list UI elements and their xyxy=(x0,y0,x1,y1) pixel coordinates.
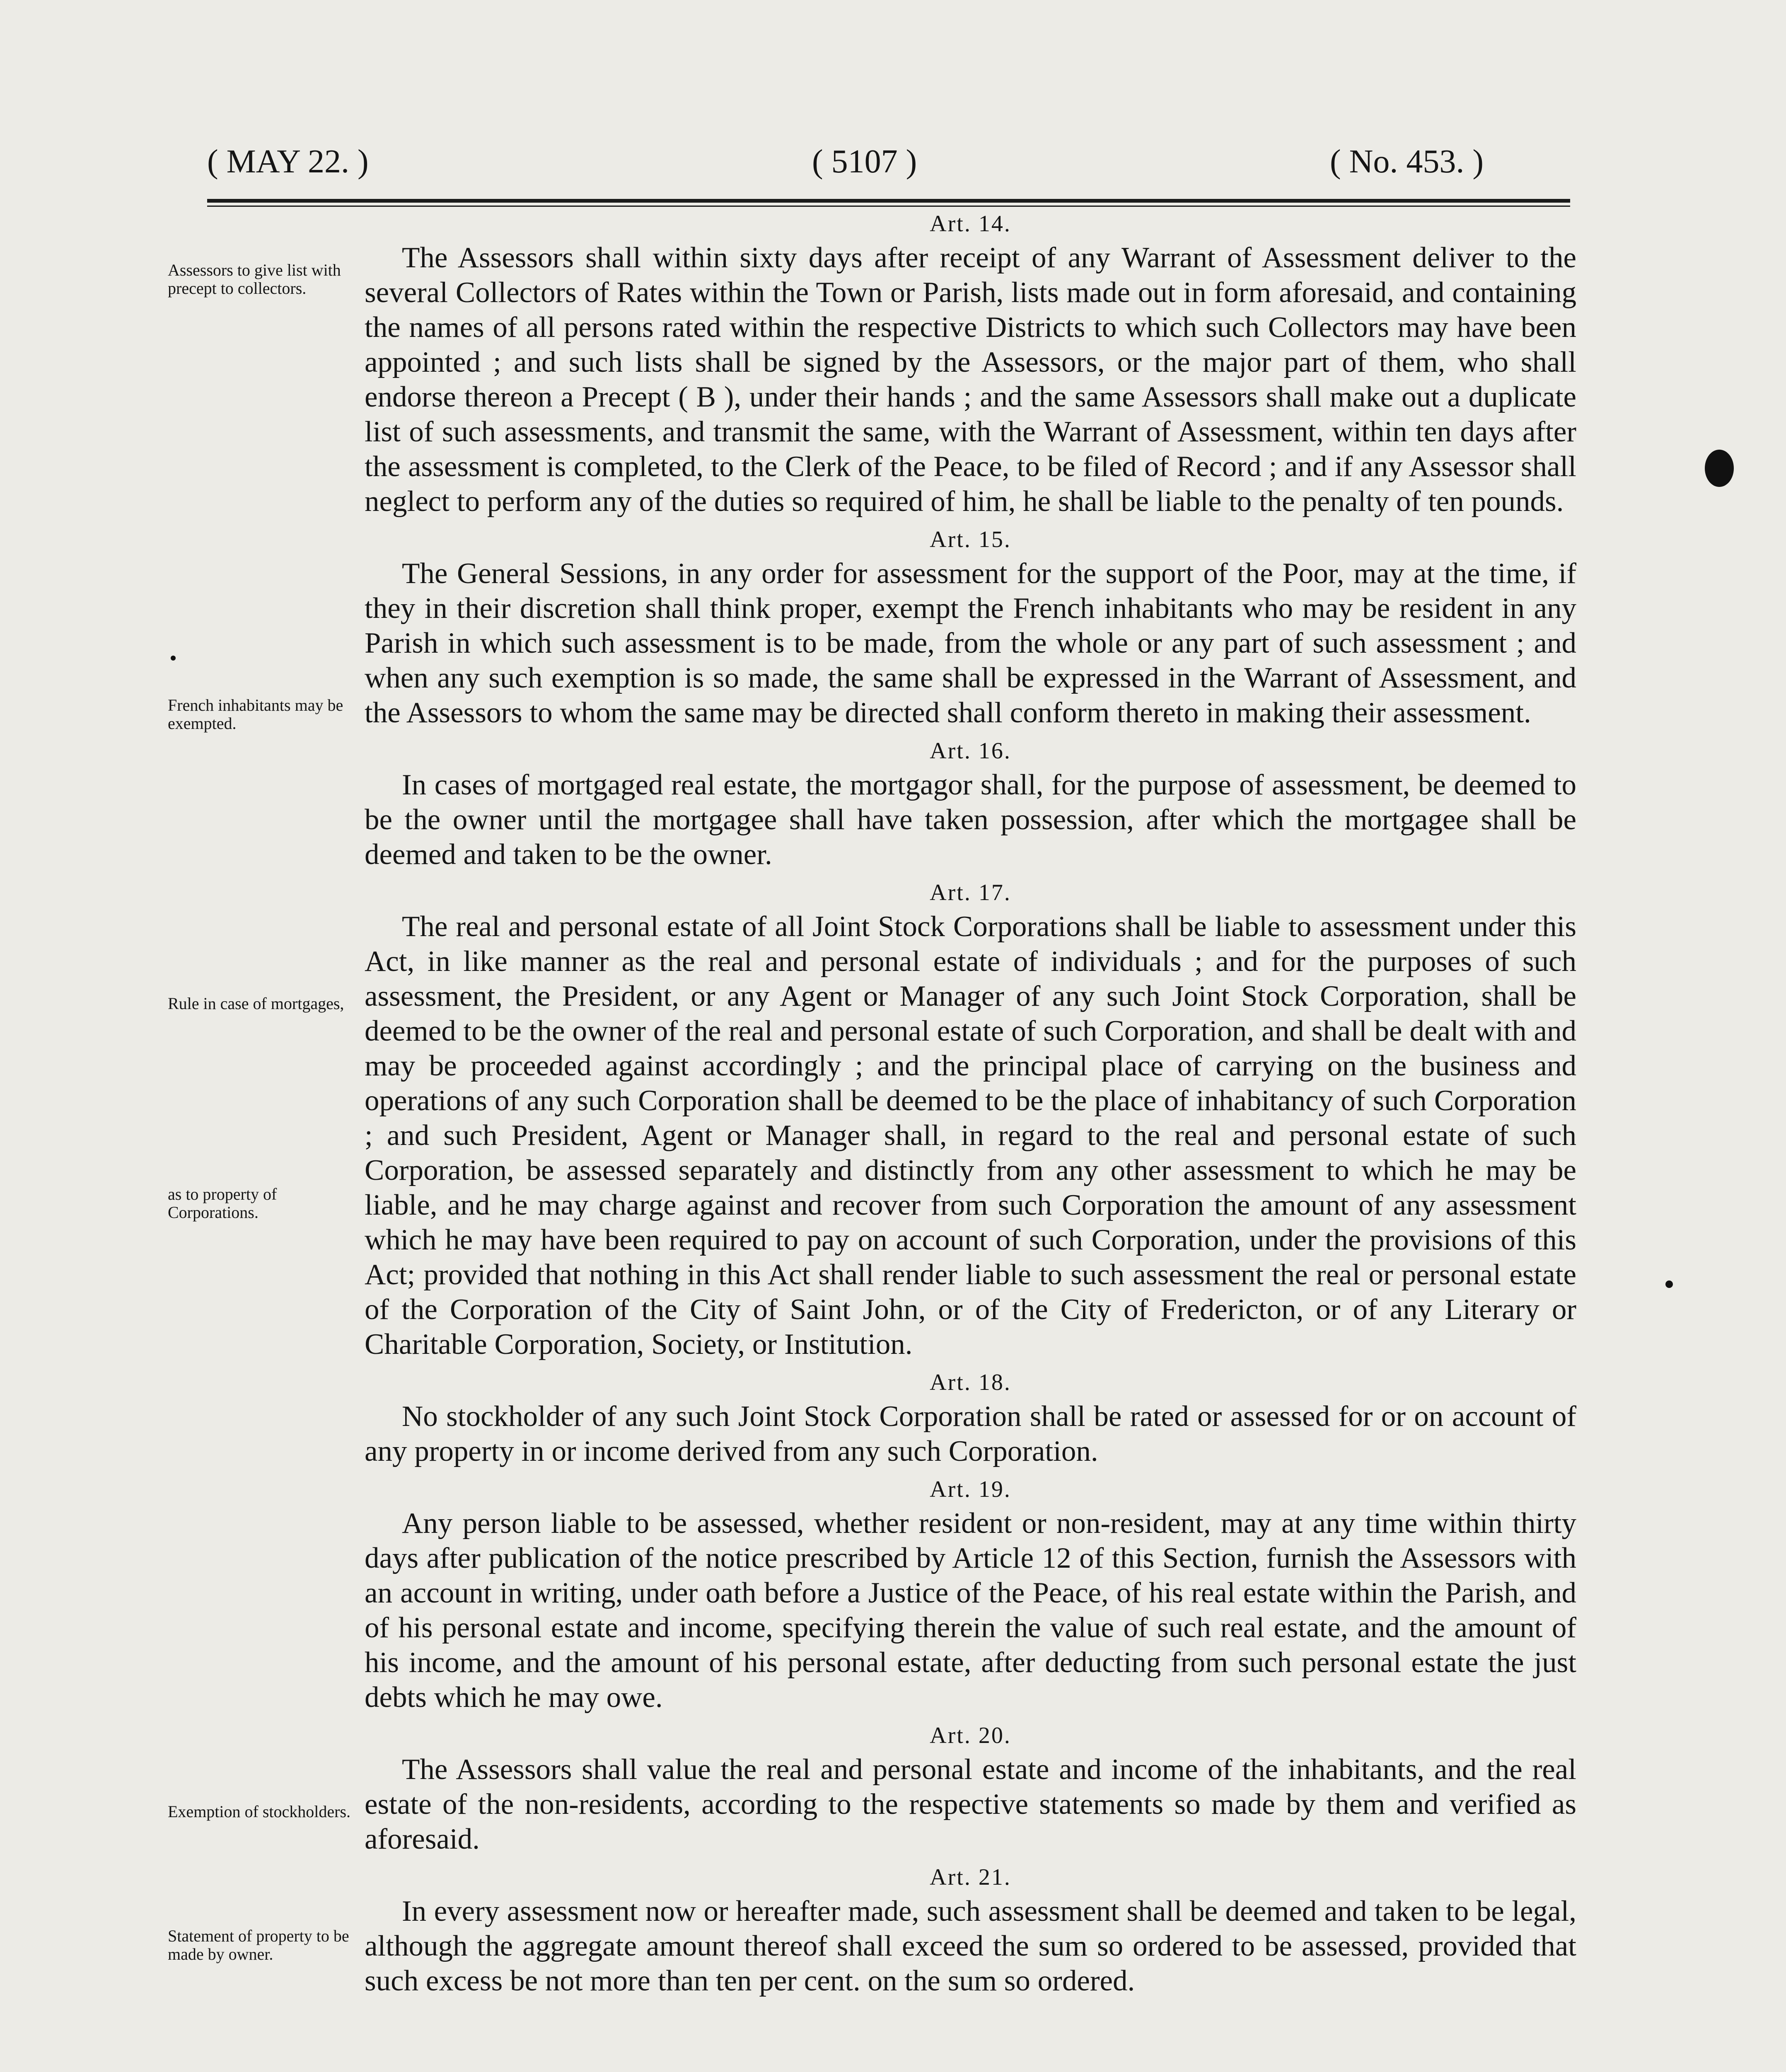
articles-column xyxy=(365,207,1576,1998)
article-19 xyxy=(365,1473,1576,1715)
article-heading: Art. 15. xyxy=(930,527,1011,552)
header-rule-thin xyxy=(207,206,1570,207)
margin-note-stockholders: Exemption of stockholders. xyxy=(168,1802,351,1821)
article-21 xyxy=(365,1861,1576,1998)
header-page-number: ( 5107 ) xyxy=(812,143,917,180)
article-text: In every assessment now or hereafter made, such assessment shall be deemed and taken to be legal, although the aggregate amount thereof shall exceed the sum so ordered to be assessed, provided that such excess be not more than ten per cent. on the sum so ordered. xyxy=(365,1895,1576,1997)
margin-note-statement-of-property: Statement of property to be made by owner. xyxy=(168,1927,349,1963)
article-heading: Art. 21. xyxy=(930,1864,1011,1890)
article-text: The Assessors shall within sixty days after receipt of any Warrant of Assessment deliver to the several Collectors of Rates within the Town or Parish, lists made out in form aforesaid, and containing the names of all persons rated within the respective Districts to which such Collectors may have been appointed ; and such lists shall be signed by the Assessors, or the major part of them, who shall endorse thereon a Precept ( B ), under their hands ; and the same Assessors shall make out a duplicate list of such assessments, and transmit the same, with the Warrant of Assessment, within ten days after the assessment is completed, to the Clerk of the Peace, to be filed of Record ; and if any Assessor shall neglect to perform any of the duties so required of him, he shall be liable to the penalty of ten pounds. xyxy=(365,242,1576,518)
article-18 xyxy=(365,1366,1576,1469)
article-text: The General Sessions, in any order for assessment for the support of the Poor, may at the time, if they in their discretion shall think proper, exempt the French inhabitants who may be resident in any Parish in which such assessment is to be made, from the whole or any part of such assessment ; and when any such exemption is so made, the same shall be expressed in the Warrant of Assessment, and the Assessors to whom the same may be directed shall conform thereto in making their assessment. xyxy=(365,557,1576,729)
ink-dot-mark xyxy=(1665,1280,1673,1288)
margin-note-mortgages: Rule in case of mortgages, xyxy=(168,994,344,1013)
article-17 xyxy=(365,876,1576,1362)
page-header xyxy=(0,143,1786,189)
article-heading: Art. 19. xyxy=(930,1477,1011,1502)
article-text: The real and personal estate of all Joint Stock Corporations shall be liable to assessment under this Act, in like manner as the real and personal estate of individuals ; and for the purposes of such assessment, the President, or any Agent or Manager of any such Joint Stock Corporation, shall be deemed to be the owner of the real and personal estate of such Corporation, and shall be dealt with and may be proceeded against accordingly ; and the principal place of carrying on the business and operations of any such Corporation shall be deemed to be the place of inhabitancy of such Corporation ; and such President, Agent or Manager shall, in regard to the real and personal estate of such Corporation, be assessed separately and distinctly from any other assessment to which he may be liable, and he may charge against and recover from such Corporation the amount of any assessment which he may have been required to pay on account of such Corporation, under the provisions of this Act; provided that nothing in this Act shall render liable to such assessment the real or personal estate of the Corporation of the City of Saint John, or of the City of Fredericton, or of any Literary or Charitable Corporation, Society, or Institution. xyxy=(365,910,1576,1360)
article-15 xyxy=(365,523,1576,730)
header-rule xyxy=(207,199,1570,203)
article-heading: Art. 18. xyxy=(930,1370,1011,1395)
margin-note-corporations: as to property of Corporations. xyxy=(168,1185,277,1222)
article-text: The Assessors shall value the real and personal estate and income of the inhabitants, and the real estate of the non-residents, according to the respective statements so made by them and verified as aforesaid. xyxy=(365,1753,1576,1855)
ink-dot-mark xyxy=(171,656,176,661)
article-heading: Art. 16. xyxy=(930,738,1011,764)
ink-blot-mark xyxy=(1705,450,1734,487)
article-16 xyxy=(365,734,1576,872)
margin-note-assessors-list: Assessors to give list with precept to collectors. xyxy=(168,261,341,298)
header-date: ( MAY 22. ) xyxy=(207,143,369,180)
article-text: Any person liable to be assessed, whether resident or non-resident, may at any time within thirty days after publication of the notice prescribed by Article 12 of this Section, furnish the Assessors with an account in writing, under oath before a Justice of the Peace, of his real estate within the Parish, and of his personal estate and income, specifying therein the value of such real estate, and the amount of his income, and the amount of his personal estate, after deducting from such personal estate the just debts which he may owe. xyxy=(365,1507,1576,1714)
article-heading: Art. 14. xyxy=(930,211,1011,237)
article-20 xyxy=(365,1719,1576,1857)
margin-note-french-inhabitants: French inhabitants may be exempted. xyxy=(168,696,343,733)
article-text: In cases of mortgaged real estate, the mortgagor shall, for the purpose of assessment, be deemed to be the owner until the mortgagee shall have taken possession, after which the mortgagee shall be deemed and taken to be the owner. xyxy=(365,769,1576,871)
article-heading: Art. 20. xyxy=(930,1723,1011,1748)
article-heading: Art. 17. xyxy=(930,880,1011,905)
article-14 xyxy=(365,207,1576,519)
article-text: No stockholder of any such Joint Stock Corporation shall be rated or assessed for or on account of any property in or income derived from any such Corporation. xyxy=(365,1400,1576,1467)
header-act-number: ( No. 453. ) xyxy=(1330,143,1484,180)
